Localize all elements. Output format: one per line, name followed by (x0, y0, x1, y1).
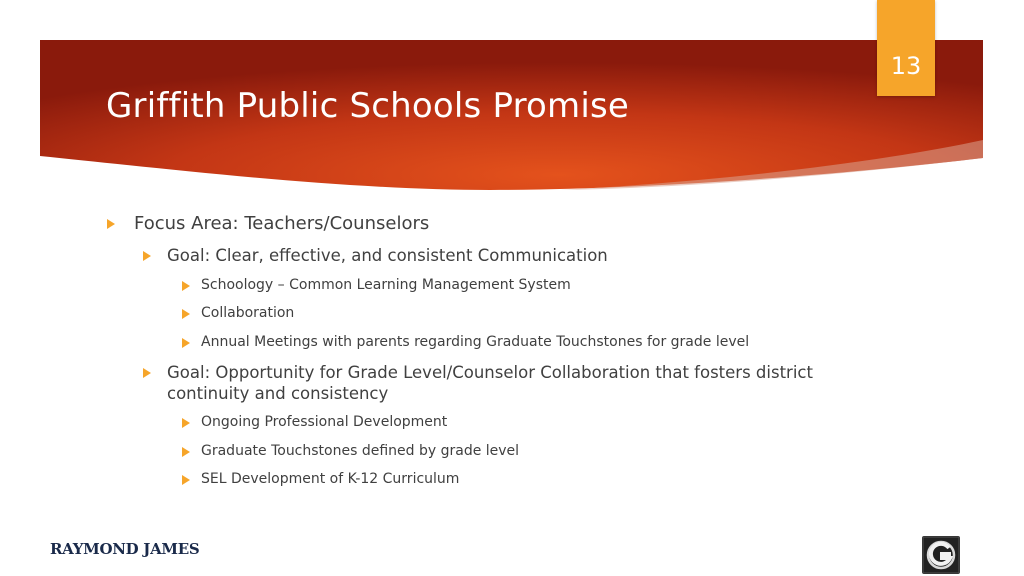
goal-1-item (201, 277, 571, 293)
goal-1-item (201, 305, 294, 321)
raymond-james-logo: RAYMOND JAMES (50, 540, 200, 558)
goal-1-item-text: Collaboration (201, 305, 295, 321)
bullet-arrow-icon (182, 418, 190, 428)
bullet-arrow-icon (107, 219, 115, 229)
bullet-arrow-icon (143, 251, 151, 261)
goal-1-text: Goal: Clear, effective, and consistent Communication (167, 246, 608, 265)
goal-2-bullet (167, 362, 827, 404)
slide-title: Griffith Public Schools Promise (106, 86, 630, 126)
goal-2-item-text: Ongoing Professional Development (201, 414, 448, 430)
goal-2-item (201, 443, 519, 459)
goal-2-item-text: SEL Development of K-12 Curriculum (201, 471, 460, 487)
page-number-badge (877, 0, 935, 96)
focus-area-bullet (134, 213, 429, 234)
goal-1-bullet (167, 246, 608, 265)
bullet-arrow-icon (182, 281, 190, 291)
goal-2-item (201, 471, 459, 487)
goal-2-item-text: Graduate Touchstones defined by grade level (201, 443, 520, 459)
goal-2-text: Goal: Opportunity for Grade Level/Counselor Collaboration that fosters district continuity and consistency (167, 363, 813, 403)
bullet-arrow-icon (182, 309, 190, 319)
focus-area-text: Focus Area: Teachers/Counselors (134, 213, 430, 234)
bullet-arrow-icon (182, 447, 190, 457)
goal-2-item (201, 414, 447, 430)
goal-1-item-text: Annual Meetings with parents regarding Graduate Touchstones for grade level (201, 334, 750, 350)
bullet-arrow-icon (182, 338, 190, 348)
griffith-g-logo-icon (922, 536, 960, 574)
bullet-arrow-icon (143, 368, 151, 378)
goal-1-item (201, 334, 749, 350)
bullet-arrow-icon (182, 475, 190, 485)
goal-1-item-text: Schoology – Common Learning Management System (201, 277, 571, 293)
page-number: 13 (890, 52, 922, 80)
